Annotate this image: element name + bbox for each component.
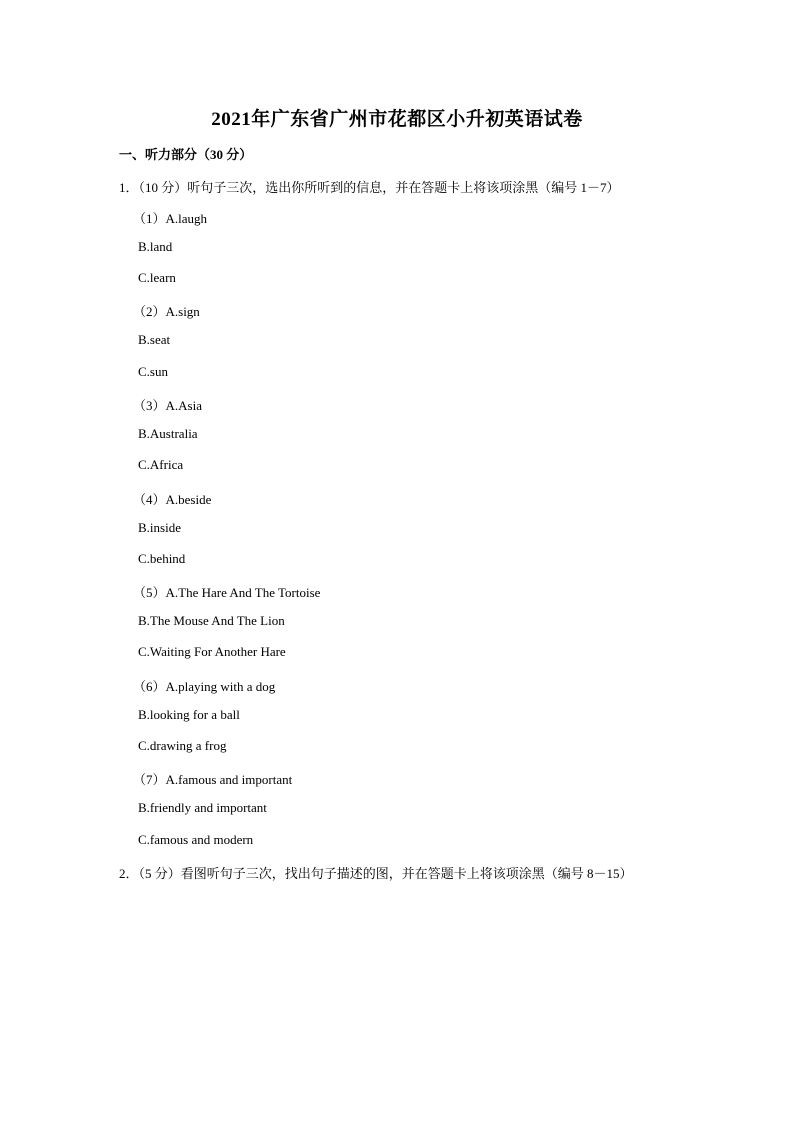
q1-item-4-option-a: （4）A.beside: [133, 492, 212, 507]
q1-item-6-option-b: B.looking for a ball: [138, 707, 240, 722]
q1-item-3-option-b: B.Australia: [138, 426, 198, 441]
q1-item-2-option-a: （2）A.sign: [133, 304, 200, 319]
q1-item-2-option-c: C.sun: [138, 364, 168, 379]
page-title: 2021年广东省广州市花都区小升初英语试卷: [211, 109, 583, 130]
q1-item-7-option-b: B.friendly and important: [138, 800, 267, 815]
q1-item-6-option-a: （6）A.playing with a dog: [133, 679, 276, 694]
q1-item-5-option-c: C.Waiting For Another Hare: [138, 644, 286, 659]
q1-item-5-option-a: （5）A.The Hare And The Tortoise: [133, 585, 321, 600]
q1-item-5-option-b: B.The Mouse And The Lion: [138, 613, 285, 628]
q1-item-2-option-b: B.seat: [138, 332, 171, 347]
question-2-stem: 2．（5 分）看图听句子三次，找出句子描述的图，并在答题卡上将该项涂黑（编号 8－15）: [119, 866, 633, 881]
q1-item-3-option-a: （3）A.Asia: [133, 398, 202, 413]
q1-item-1-option-b: B.land: [138, 239, 173, 254]
q1-item-6-option-c: C.drawing a frog: [138, 738, 227, 753]
q1-item-1-option-c: C.learn: [138, 270, 176, 285]
q1-item-3-option-c: C.Africa: [138, 457, 184, 472]
q1-item-4-option-b: B.inside: [138, 520, 181, 535]
section-heading-listening: 一、听力部分（30 分）: [119, 147, 253, 162]
q1-item-1-option-a: （1）A.laugh: [133, 211, 208, 226]
question-1-stem: 1．（10 分）听句子三次，选出你所听到的信息，并在答题卡上将该项涂黑（编号 1－7）: [119, 180, 620, 195]
q1-item-7-option-c: C.famous and modern: [138, 832, 254, 847]
q1-item-7-option-a: （7）A.famous and important: [133, 772, 293, 787]
q1-item-4-option-c: C.behind: [138, 551, 186, 566]
